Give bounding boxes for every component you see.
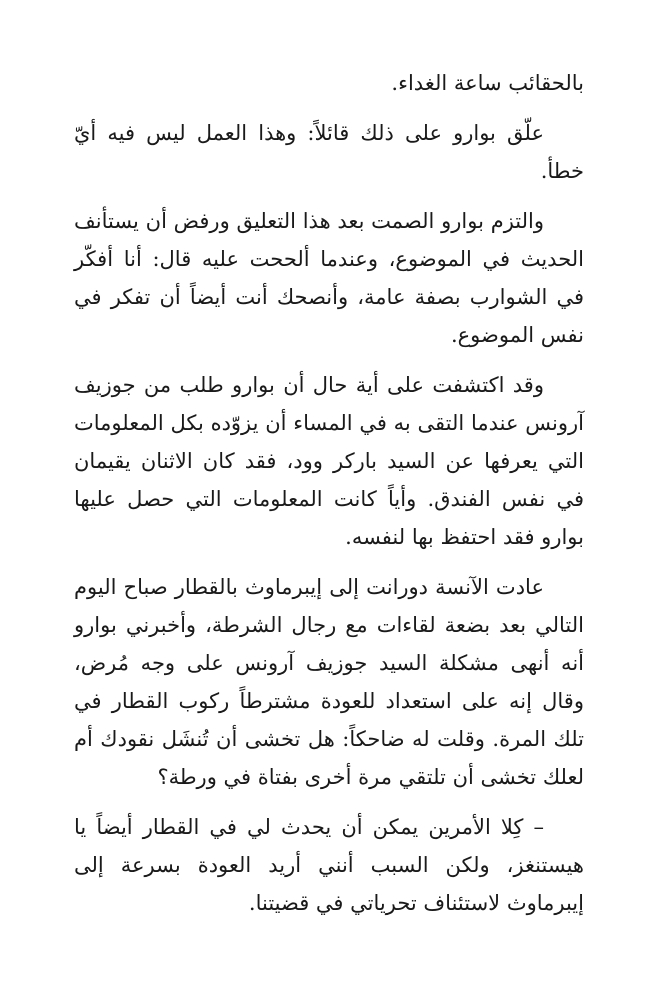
paragraph-2: علّق بوارو على ذلك قائلاً: وهذا العمل ليس فيه أيّ خطأ. [74, 121, 584, 183]
paragraph-3: والتزم بوارو الصمت بعد هذا التعليق ورفض أن يستأنف الحديث في الموضوع، وعندما ألححت عليه قال: أنا أفكّر في الشوارب بصفة عامة، وأنصحك أنت أيضاً أن تفكر في نفس الموضوع. [74, 209, 584, 347]
book-page [74, 64, 584, 934]
paragraph-5: عادت الآنسة دورانت إلى إيبرماوث بالقطار صباح اليوم التالي بعد بضعة لقاءات مع رجال الشرطة، وأخبرني بوارو أنه أنهى مشكلة السيد جوزيف آرونس على وجه مُرض، وقال إنه على استعداد للعودة مشترطاً ركوب القطار في تلك المرة. وقلت له ضاحكاً: هل تخشى أن تُنشَل نقودك أم لعلك تخشى أن تلتقي مرة أخرى بفتاة في ورطة؟ [74, 575, 584, 789]
paragraph-6: – كِلا الأمرين يمكن أن يحدث لي في القطار أيضاً يا هيستنغز، ولكن السبب أنني أريد العودة بسرعة إلى إيبرماوث لاستئناف تحرياتي في قضيتنا. [74, 815, 584, 915]
paragraph-1: بالحقائب ساعة الغداء. [391, 71, 584, 95]
paragraph-4: وقد اكتشفت على أية حال أن بوارو طلب من جوزيف آرونس عندما التقى به في المساء أن يزوّده بكل المعلومات التي يعرفها عن السيد باركر وود، فقد كان الاثنان يقيمان في نفس الفندق. وأياً كانت المعلومات التي حصل عليها بوارو فقد احتفظ بها لنفسه. [74, 373, 584, 549]
